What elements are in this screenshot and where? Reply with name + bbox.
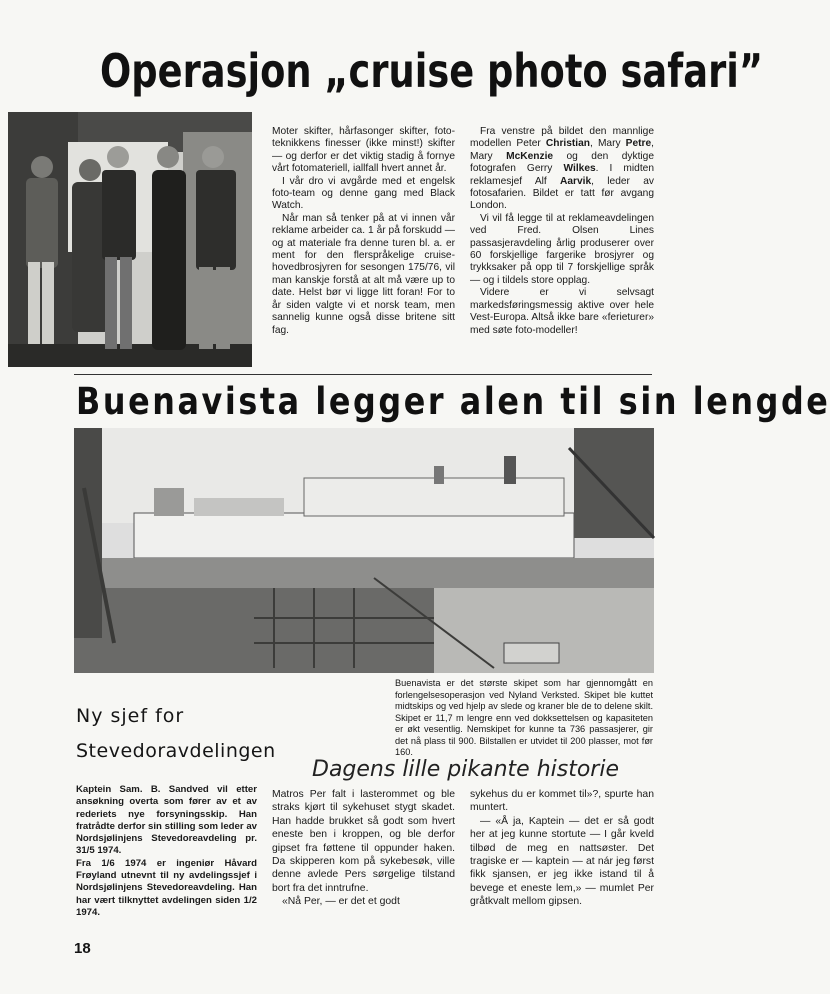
article1-column1 [272,126,455,337]
paragraph: Matros Per falt i lasterommet og ble straks kjørt til sykehuset stygt skadet. Han hadde brukket så godt som hvert eneste ben i kroppen, og ble derfor gipset fra føttene til oppunder haken. Da skipperen kom på sykebesøk, ville denne avlede Pers sørgelige tilstand bort fra det inntrufne. [272,789,455,894]
paragraph: Fra 1/6 1974 er ingeniør Håvard Frøyland utnevnt til ny avdelingssjef i Nordsjølinjens Stevedoreavdeling. Han har vært tilknyttet avdelingen siden 1/2 1974. [76,857,257,918]
paragraph: Kaptein Sam. B. Sandved vil etter ansøkning overta som fører av et av rederiets nye forsyningsskip. Han fratrådte derfor sin stilling som leder av Nordsjølinjens Stevedoreavdeling pr. 31/5 1974. [76,784,257,857]
pikante-column2 [470,788,654,909]
pikante-column1 [272,788,455,909]
paragraph: Moter skifter, hårfasonger skifter, foto-teknikkens finesser (ikke minst!) skifter — og derfor er det viktig stadig å fornye vårt fotomateriell, iallfall hvert annet år. [272,126,455,175]
ny-sjef-article [76,784,257,919]
paragraph: — «Å ja, Kaptein — det er så godt her at jeg kunne stortute — I går kveld tilbød de meg en nattsøster. Det tragiske er — kaptein — at nár jeg først fikk sjansen, er jeg ikke istand til å bevege et eneste lem,» — mumlet Per gråtkvalt mellom gipsen. [470,815,654,908]
page-number: 18 [74,940,91,957]
section-divider [74,374,652,375]
ship-dock-photo [74,428,654,673]
article1-column2 [470,126,654,337]
group-photo [8,112,252,367]
headline-buenavista: Buenavista legger alen til sin lengde [76,380,830,423]
paragraph: Når man så tenker på at vi innen vår reklame arbeider ca. 1 år på forskudd — og at materiale fra denne turen bl. a. er ment for den flerspråkelige cruise-hovedbrosjyren for sesongen 175/76, vil man kanskje forstå at alt må være up to date. Helst bør vi ligge litt foran! For to år siden valgte vi et norsk team, men sannelig kunne også disse britene sitt fag. [272,212,455,336]
ny-sjef-title-line2: Stevedoravdelingen [76,740,276,762]
ship-photo-caption: Buenavista er det største skipet som har gjennomgått en forlengelsesoperasjon ved Nyland Verksted. Skipet ble kuttet midtskips og ved hjelp av slede og kraner ble de to delene skilt. Skipet er 11,7 m lengre enn ved dokksettelsen og kapasiteten er økt vesentlig. Nemskipet for kunne ta 736 passasjerer, gir det nå plass til 900. Bilstallen er utvidet til 200 plasser, mot før 160. [395,678,653,757]
headline-cruise-photo-safari: Operasjon „cruise photo safari” [100,44,764,98]
paragraph: Vi vil få legge til at reklameavdelingen ved Fred. Olsen Lines passasjeravdeling årlig produserer over 60 forskjellige fargerike brosjyrer og trykksaker på opp til 7 forskjellige språk — og i tildels store opplag. [470,212,654,286]
ny-sjef-title-line1: Ny sjef for [76,705,185,727]
paragraph: sykehus du er kommet til»?, spurte han muntert. [470,789,654,814]
paragraph: Videre er vi selvsagt markedsføringsmessig aktive over hele Vest-Europa. Altså ikke bare «ferieturer» med søte foto-modeller! [470,287,654,336]
photo-credits-paragraph: Fra venstre på bildet den mannlige modellen Peter Christian, Mary Petre, Mary McKenzie og den dyktige fotografen Gerry Wilkes. I midten reklamesjef Alf Aarvik, leder av fotosafarien. Bildet er tatt før avgang London. [470,126,655,212]
pikante-title: Dagens lille pikante historie [312,757,619,782]
paragraph: I vår dro vi avgårde med et engelsk foto-team og denne gang med Black Watch. [272,175,455,212]
paragraph: «Nå Per, — er det et godt [282,896,400,908]
